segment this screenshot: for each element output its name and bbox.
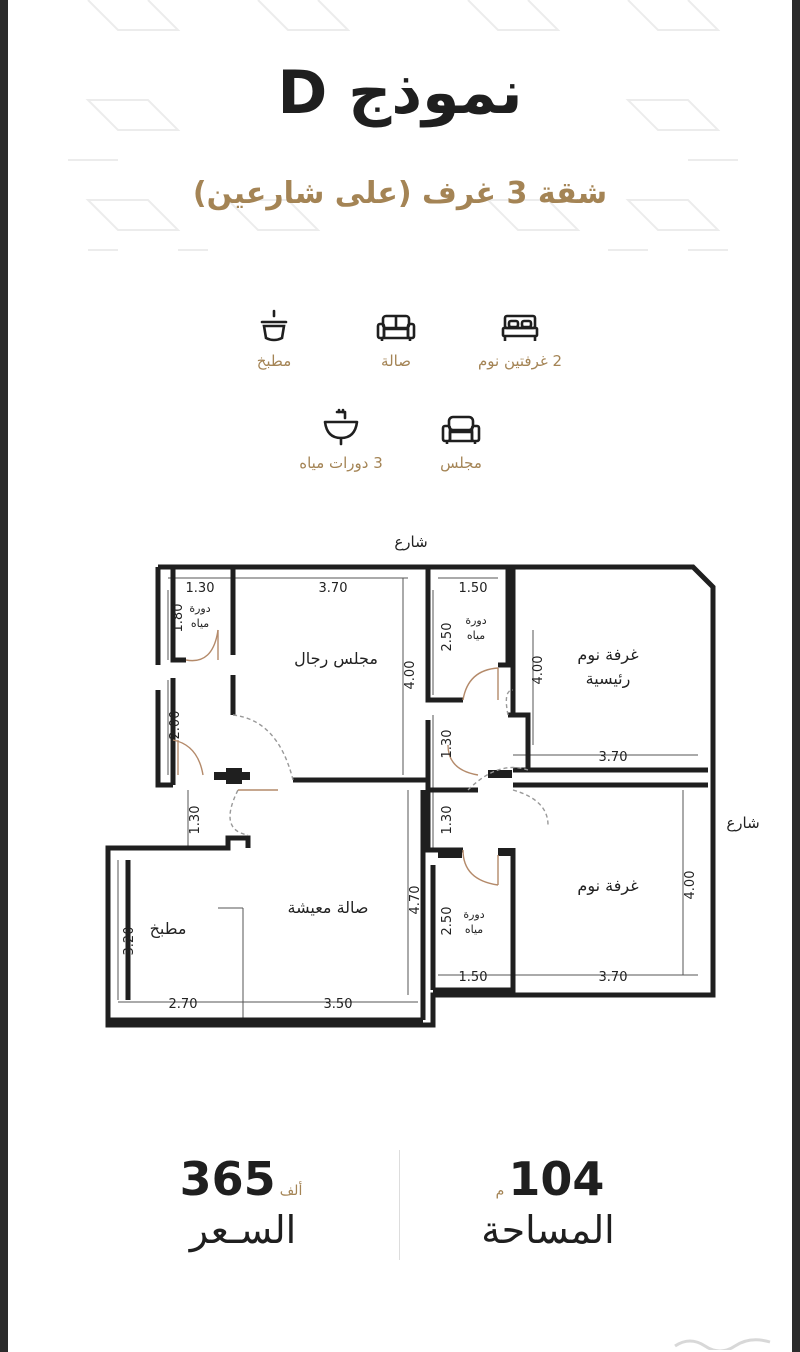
area-unit: م (495, 1183, 505, 1199)
dim-label: 3.70 (598, 750, 628, 765)
room-label-wc-3: دورة (463, 908, 485, 921)
room-label-living: صالة معيشة (287, 898, 369, 917)
armchair-icon (441, 414, 481, 446)
dim-label: 4.00 (683, 870, 698, 900)
amenity-label: 3 دورات مياه (299, 454, 383, 472)
room-label-master-2: رئيسية (585, 669, 631, 688)
amenity-label: 2 غرفتين نوم (477, 352, 563, 370)
background-pattern (8, 0, 792, 280)
dim-label: 3.50 (323, 997, 353, 1012)
dim-label: 1.80 (171, 603, 186, 633)
dim-label: 1.30 (188, 805, 203, 835)
price-unit: ألف (279, 1183, 303, 1199)
room-label-master: غرفة نوم (577, 645, 639, 664)
area-stat (428, 1152, 668, 1252)
room-label-bedroom: غرفة نوم (577, 876, 639, 895)
amenity-label: مطبخ (256, 352, 292, 370)
sofa-icon (376, 312, 416, 344)
dim-label: 2.50 (440, 906, 455, 936)
room-label-wc-3b: مياه (464, 923, 484, 936)
amenity-kitchen (199, 308, 349, 370)
street-label-right: شارع (726, 814, 760, 832)
dim-label: 3.70 (598, 970, 628, 985)
room-label-majlis: مجلس رجال (294, 649, 378, 668)
dim-label: 1.50 (458, 970, 488, 985)
dim-label: 3.70 (318, 581, 348, 596)
flyer-card (8, 0, 792, 1352)
floor-plan (8, 520, 792, 1050)
dimension-labels (169, 581, 628, 1012)
area-label: المساحة (481, 1208, 615, 1252)
price-label: السـعر (189, 1208, 297, 1252)
dim-label: 2.70 (168, 997, 198, 1012)
dim-label: 4.00 (403, 660, 418, 690)
dim-label: 1.50 (458, 581, 488, 596)
room-label-wc-1b: مياه (190, 617, 210, 630)
dim-label: 2.00 (168, 710, 183, 740)
room-label-wc-1: دورة (189, 602, 211, 615)
dim-label: 3.20 (122, 926, 137, 956)
price-stat (128, 1152, 358, 1252)
dim-label: 1.30 (185, 581, 215, 596)
price-value: 365 (179, 1152, 276, 1206)
watermark-logo (670, 1334, 780, 1350)
dim-label: 4.70 (408, 885, 423, 915)
model-title: نموذج D (277, 58, 523, 128)
amenity-label: مجلس (440, 454, 482, 472)
apartment-subtitle: شقة 3 غرف (على شارعين) (192, 176, 608, 211)
walls (108, 567, 713, 1025)
dim-label: 4.00 (531, 655, 546, 685)
amenity-label: صالة (381, 352, 411, 370)
dim-label: 1.30 (440, 805, 455, 835)
room-label-wc-2: دورة (465, 614, 487, 627)
room-label-kitchen: مطبخ (149, 919, 187, 938)
amenity-bathrooms (266, 408, 416, 472)
cooking-pot-icon (256, 308, 292, 344)
dim-label: 1.30 (440, 729, 455, 759)
dim-label: 2.50 (440, 622, 455, 652)
area-value: 104 (508, 1152, 605, 1206)
bed-icon (500, 312, 540, 344)
sink-icon (321, 408, 361, 446)
room-label-wc-2b: مياه (466, 629, 486, 642)
street-label-top: شارع (394, 533, 428, 551)
stats-divider (399, 1150, 400, 1260)
